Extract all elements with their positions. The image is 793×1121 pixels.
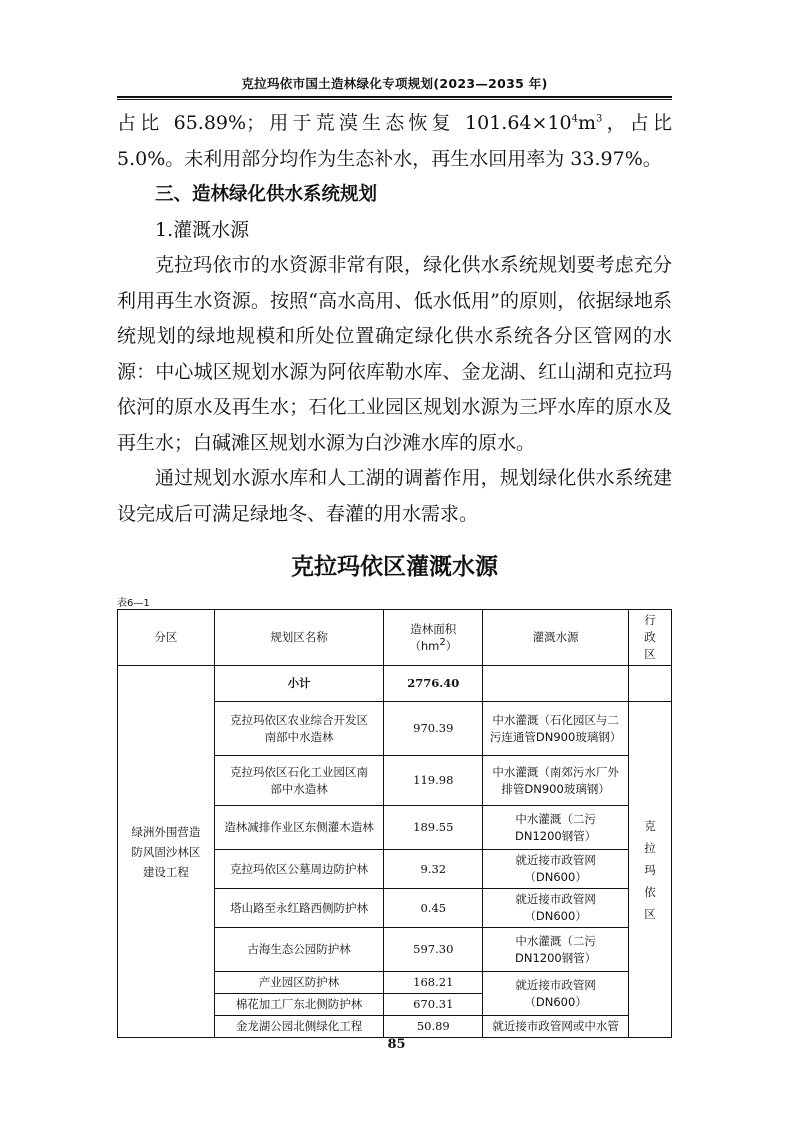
paragraph-water-sources: 克拉玛依市的水资源非常有限，绿化供水系统规划要考虑充分利用再生水资源。按照“高水高用、低水低用”的原则，依据绿地系统规划的绿地规模和所处位置确定绿化供水系统各分区管网的水源：中心城区规划水源为阿依库勒水库、金龙湖、红山湖和克拉玛依河的原水及再生水；石化工业园区规划水源为三坪水库的原水及再生水；白碱滩区规划水源为白沙滩水库的原水。 xyxy=(117,254,672,454)
row-area: 597.30 xyxy=(384,928,483,972)
header-zone: 分区 xyxy=(118,610,215,666)
section-heading: 三、造林绿化供水系统规划 xyxy=(155,184,378,205)
subtotal-label: 小计 xyxy=(214,666,384,702)
row-name: 塔山路至永红路西侧防护林 xyxy=(214,889,384,928)
continuation-unit: m xyxy=(578,112,597,134)
row-name: 金龙湖公园北侧绿化工程 xyxy=(214,1016,384,1038)
table-header-row xyxy=(118,610,672,666)
row-area: 189.55 xyxy=(384,806,483,850)
header-district: 行政区 xyxy=(629,610,672,666)
subtotal-source xyxy=(483,666,629,702)
superscript-cubic: 3 xyxy=(596,113,603,125)
zone-cell: 绿洲外围营造防风固沙林区建设工程 xyxy=(118,666,215,1038)
row-area: 9.32 xyxy=(384,850,483,889)
row-source: 中水灌溉（石化园区与二污连通管DN900玻璃钢） xyxy=(483,702,629,756)
header-source: 灌溉水源 xyxy=(483,610,629,666)
irrigation-table xyxy=(117,609,672,1038)
header-area-text: 造林面积（hm xyxy=(409,621,457,653)
header-area-close: ） xyxy=(445,638,458,653)
row-name: 棉花加工厂东北侧防护林 xyxy=(214,994,384,1016)
row-area: 970.39 xyxy=(384,702,483,756)
row-source: 中水灌溉（二污DN1200钢管） xyxy=(483,928,629,972)
row-area: 670.31 xyxy=(384,994,483,1016)
page-number: 85 xyxy=(387,1037,406,1052)
row-area: 0.45 xyxy=(384,889,483,928)
continuation-text-2: ，占比 5.0%。未利用部分均作为生态补水，再生水回用率为 33.97%。 xyxy=(117,112,672,170)
district-cell: 克拉玛依区 xyxy=(629,702,672,1038)
document-body xyxy=(117,106,672,532)
row-source: 中水灌溉（二污DN1200钢管） xyxy=(483,806,629,850)
continuation-paragraph xyxy=(117,106,672,177)
header-area xyxy=(384,610,483,666)
row-area: 119.98 xyxy=(384,756,483,806)
table-title: 克拉玛依区灌溉水源 xyxy=(291,554,498,580)
subtotal-area: 2776.40 xyxy=(384,666,483,702)
superscript-exponent: 4 xyxy=(571,113,578,125)
row-name: 产业园区防护林 xyxy=(214,972,384,994)
row-source-merged: 就近接市政管网（DN600） xyxy=(483,972,629,1016)
row-source: 就近接市政管网（DN600） xyxy=(483,889,629,928)
row-source: 就近接市政管网或中水管 xyxy=(483,1016,629,1038)
header-area-sup: 2 xyxy=(439,636,446,648)
row-name: 造林减排作业区东侧灌木造林 xyxy=(214,806,384,850)
header-name: 规划区名称 xyxy=(214,610,384,666)
row-source: 中水灌溉（南郊污水厂外排管DN900玻璃钢） xyxy=(483,756,629,806)
table-row-subtotal xyxy=(118,666,672,702)
row-area: 168.21 xyxy=(384,972,483,994)
table-number: 表6—1 xyxy=(117,598,150,609)
subtotal-district xyxy=(629,666,672,702)
running-header: 克拉玛依市国土造林绿化专项规划(2023—2035 年) xyxy=(241,76,548,91)
row-name: 古海生态公园防护林 xyxy=(214,928,384,972)
continuation-text-1: 占比 65.89%；用于荒漠生态恢复 101.64×10 xyxy=(117,112,572,134)
row-area: 50.89 xyxy=(384,1016,483,1038)
row-name: 克拉玛依区石化工业园区南部中水造林 xyxy=(214,756,384,806)
header-rule xyxy=(117,96,672,98)
paragraph-storage: 通过规划水源水库和人工湖的调蓄作用，规划绿化供水系统建设完成后可满足绿地冬、春灌的用水需求。 xyxy=(117,467,672,525)
header-rule-thin xyxy=(117,99,672,100)
row-source: 就近接市政管网（DN600） xyxy=(483,850,629,889)
row-name: 克拉玛依区农业综合开发区南部中水造林 xyxy=(214,702,384,756)
subheading: 1.灌溉水源 xyxy=(155,218,250,241)
row-name: 克拉玛依区公墓周边防护林 xyxy=(214,850,384,889)
